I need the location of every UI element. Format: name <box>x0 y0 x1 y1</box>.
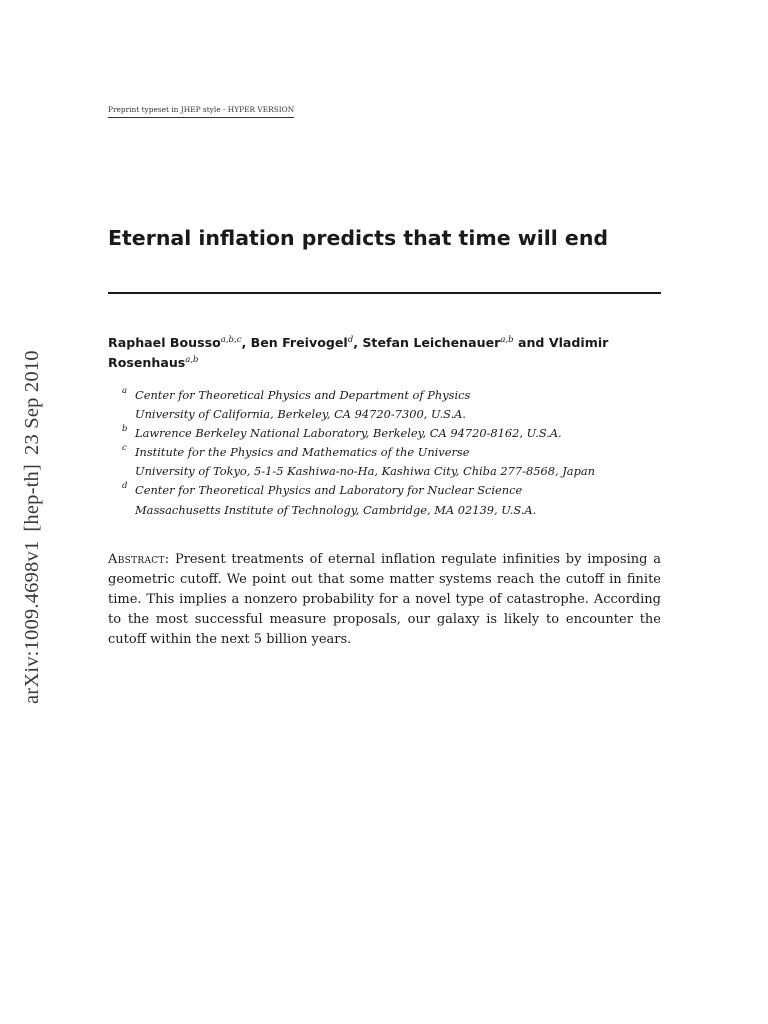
abstract: Abstract: Present treatments of eternal inflation regulate infinities by imposing a geometric cutoff. We point out that some matter systems reach the cutoff in finite time. This implies a nonzero probability for a novel type of catastrophe. According to the most successful measure proposals, our galaxy is likely to encounter the cutoff within the next 5 billion years. <box>108 552 662 647</box>
author-name: Raphael Bousso <box>108 335 221 350</box>
affiliation-text: University of Tokyo, 5-1-5 Kashiwa-no-Ha, Kashiwa City, Chiba 277-8568, Japan <box>135 464 595 479</box>
affiliation-line <box>122 424 595 443</box>
affiliation-key: d <box>122 481 128 492</box>
abstract-text: Present treatments of eternal inflation regulate infinities by imposing a geometric cutoff. We point out that some matter systems reach the cutoff in finite time. This implies a nonzero probability for a novel type of catastrophe. According to the most successful measure proposals, our galaxy is likely to encounter the cutoff within the next 5 billion years. <box>108 552 662 647</box>
affiliation-key: a <box>122 386 128 396</box>
affiliation-line <box>122 481 595 500</box>
affiliation-text: Center for Theoretical Physics and Laboratory for Nuclear Science <box>135 483 523 498</box>
author-name: Ben Freivogel <box>250 335 348 350</box>
affiliation-line <box>122 462 595 481</box>
arxiv-date: 23 Sep 2010 <box>21 350 43 455</box>
abstract-label: Abstract <box>108 552 165 567</box>
preprint-note: Preprint typeset in JHEP style - HYPER VERSION <box>108 105 294 118</box>
affiliation-line <box>122 386 595 405</box>
author-affiliation-marker: a,b <box>185 354 199 365</box>
author-affiliation-marker: d <box>347 334 354 345</box>
affiliation-line <box>122 501 595 520</box>
affiliation-text: University of California, Berkeley, CA 94720-7300, U.S.A. <box>135 407 466 422</box>
paper-title: Eternal inflation predicts that time will end <box>108 226 609 250</box>
author-separator: and <box>513 335 549 350</box>
affiliation-key: c <box>122 443 127 454</box>
author-name: Vladimir Rosenhaus <box>108 335 609 370</box>
affiliation-text: Institute for the Physics and Mathematics of the Universe <box>135 445 470 460</box>
affiliation-text: Massachusetts Institute of Technology, Cambridge, MA 02139, U.S.A. <box>135 502 537 517</box>
author-list <box>108 333 661 373</box>
arxiv-id: arXiv:1009.4698v1 <box>21 540 43 704</box>
affiliation-key: b <box>122 424 128 435</box>
title-rule <box>108 292 661 294</box>
author-separator: , <box>241 335 251 350</box>
arxiv-category: [hep-th] <box>21 463 43 532</box>
affiliation-line <box>122 405 595 424</box>
affiliation-line <box>122 443 595 462</box>
author-affiliation-marker: a,b <box>500 334 514 345</box>
affiliation-list <box>122 386 595 520</box>
author-separator: , <box>353 335 363 350</box>
affiliation-text: Lawrence Berkeley National Laboratory, Berkeley, CA 94720-8162, U.S.A. <box>135 426 562 441</box>
arxiv-stamp <box>22 350 43 704</box>
affiliation-text: Center for Theoretical Physics and Department of Physics <box>135 388 471 402</box>
author-name: Stefan Leichenauer <box>362 335 501 350</box>
author-affiliation-marker: a,b,c <box>220 334 242 345</box>
